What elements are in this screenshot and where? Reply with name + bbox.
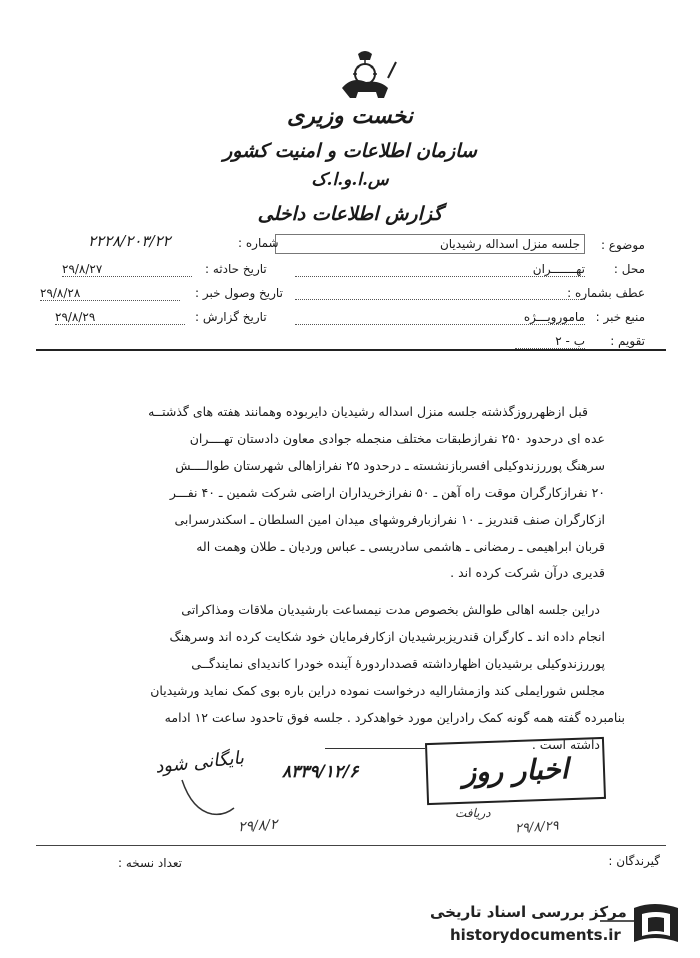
number-value: ۲۲۲۸/۲۰۳/۲۲ [88,232,171,250]
number-label: شماره : [238,236,279,250]
body-line: عده ای درحدود ۲۵۰ نفرازطبقات مختلف منجمله جوادی معاون دادستان تهــــران [189,431,605,446]
handwritten-scribble-icon [178,775,238,820]
body-line: مجلس شورایملی کند وازمشارالیه درخواست نموده دراین باره بوی کمک نماید ورشیدیان [150,683,605,698]
body-line: دراین جلسه اهالی طوالش بخصوص مدت نیمساعت بارشیدیان ملاقات ومذاکراتی [181,602,600,617]
header-divider [36,349,666,351]
calendar-value: ب - ۲ [515,334,585,349]
stamp-sub: دریافت [455,806,491,820]
watermark-url: historydocuments.ir [450,926,621,944]
event-date-label: تاریخ حادثه : [205,262,267,276]
handwritten-note: بایگانی شود [154,747,245,778]
body-line: بنامبرده گفته همه گونه کمک رادراین مورد خواهدکرد . جلسه فوق تاحدود ساعت ۱۲ ادامه [164,710,625,725]
reference-value [295,298,585,300]
place-label: محل : [613,262,645,276]
history-documents-logo-icon [628,900,684,950]
received-date-label: تاریخ وصول خبر : [195,286,283,300]
body-line: ازکارگران صنف قندریز ـ ۱۰ نفرازبارفروشهای میدان امین السلطان ـ اسکندرسرابی [174,512,605,527]
body-line: ۲۰ نفرازکارگران موقت راه آهن ـ ۵۰ نفرازخریداران اراضی شرکت شمین ـ ۴۰ نفـــر [169,485,605,500]
subject-label: موضوع : [600,238,645,252]
body-line: سرهنگ پوررزندوکیلی افسربازنشسته ـ درحدود ۲۵ نفرازاهالی شهرستان طوالــــش [175,458,605,473]
body-line: داشته است . [531,737,600,752]
body-line: قدیری درآن شرکت کرده اند . [450,565,605,580]
received-date-value: ۲۹/۸/۲۸ [40,286,180,301]
report-title: گزارش اطلاعات داخلی [257,203,443,225]
body-line: قربان ابراهیمی ـ رمضانی ـ هاشمی سادریسی ـ عباس وردیان ـ طلان وهمت اله [196,539,605,554]
stamp-number: ۸۳۳۹/۱۲/۶ [282,762,359,782]
report-date-value: ۲۹/۸/۲۹ [55,310,185,325]
stamp-box: اخبار روز [425,737,606,805]
place-value: تهـــــــران [295,262,585,277]
org-line-2: سازمان اطلاعات و امنیت کشور [223,140,477,162]
body-line: قبل ازظهرروزگذشته جلسه منزل اسداله رشیدیان دایربوده وهمانند هفته های گذشتــه [148,404,588,419]
watermark-name: مرکز بررسی اسناد تاریخی [430,903,627,921]
subject-value: جلسه منزل اسداله رشیدیان [275,234,585,254]
body-line: پوررزندوکیلی برشیدیان اظهارداشته قصدداردورهٔ آینده خودرا کاندیدای نمایندگــی [191,656,605,671]
org-line-1: نخست وزیری [287,103,413,129]
source-value: مامورویـــژه [295,310,585,325]
copies-label: تعداد نسخه : [118,856,183,870]
lion-and-sun-emblem-icon [330,48,400,103]
calendar-label: تقویم : [610,334,645,348]
stamp-date: ۲۹/۸/۲۹ [514,818,560,837]
event-date-value: ۲۹/۸/۲۷ [62,262,192,277]
closing-line [325,748,425,749]
footer-divider [36,845,666,846]
handwritten-initials: ۲۹/۸/۲ [237,816,279,836]
report-date-label: تاریخ گزارش : [195,310,267,324]
org-code: س.ا.و.ا.ک [311,170,389,190]
source-label: منبع خبر : [595,310,645,324]
body-line: انجام داده اند ـ کارگران قندریزبرشیدیان ازکارفرمایان خود شکایت کرده اند وسرهنگ [169,629,605,644]
recipients-label: گیرندگان : [608,854,660,868]
reference-label: عطف بشماره : [567,286,645,300]
